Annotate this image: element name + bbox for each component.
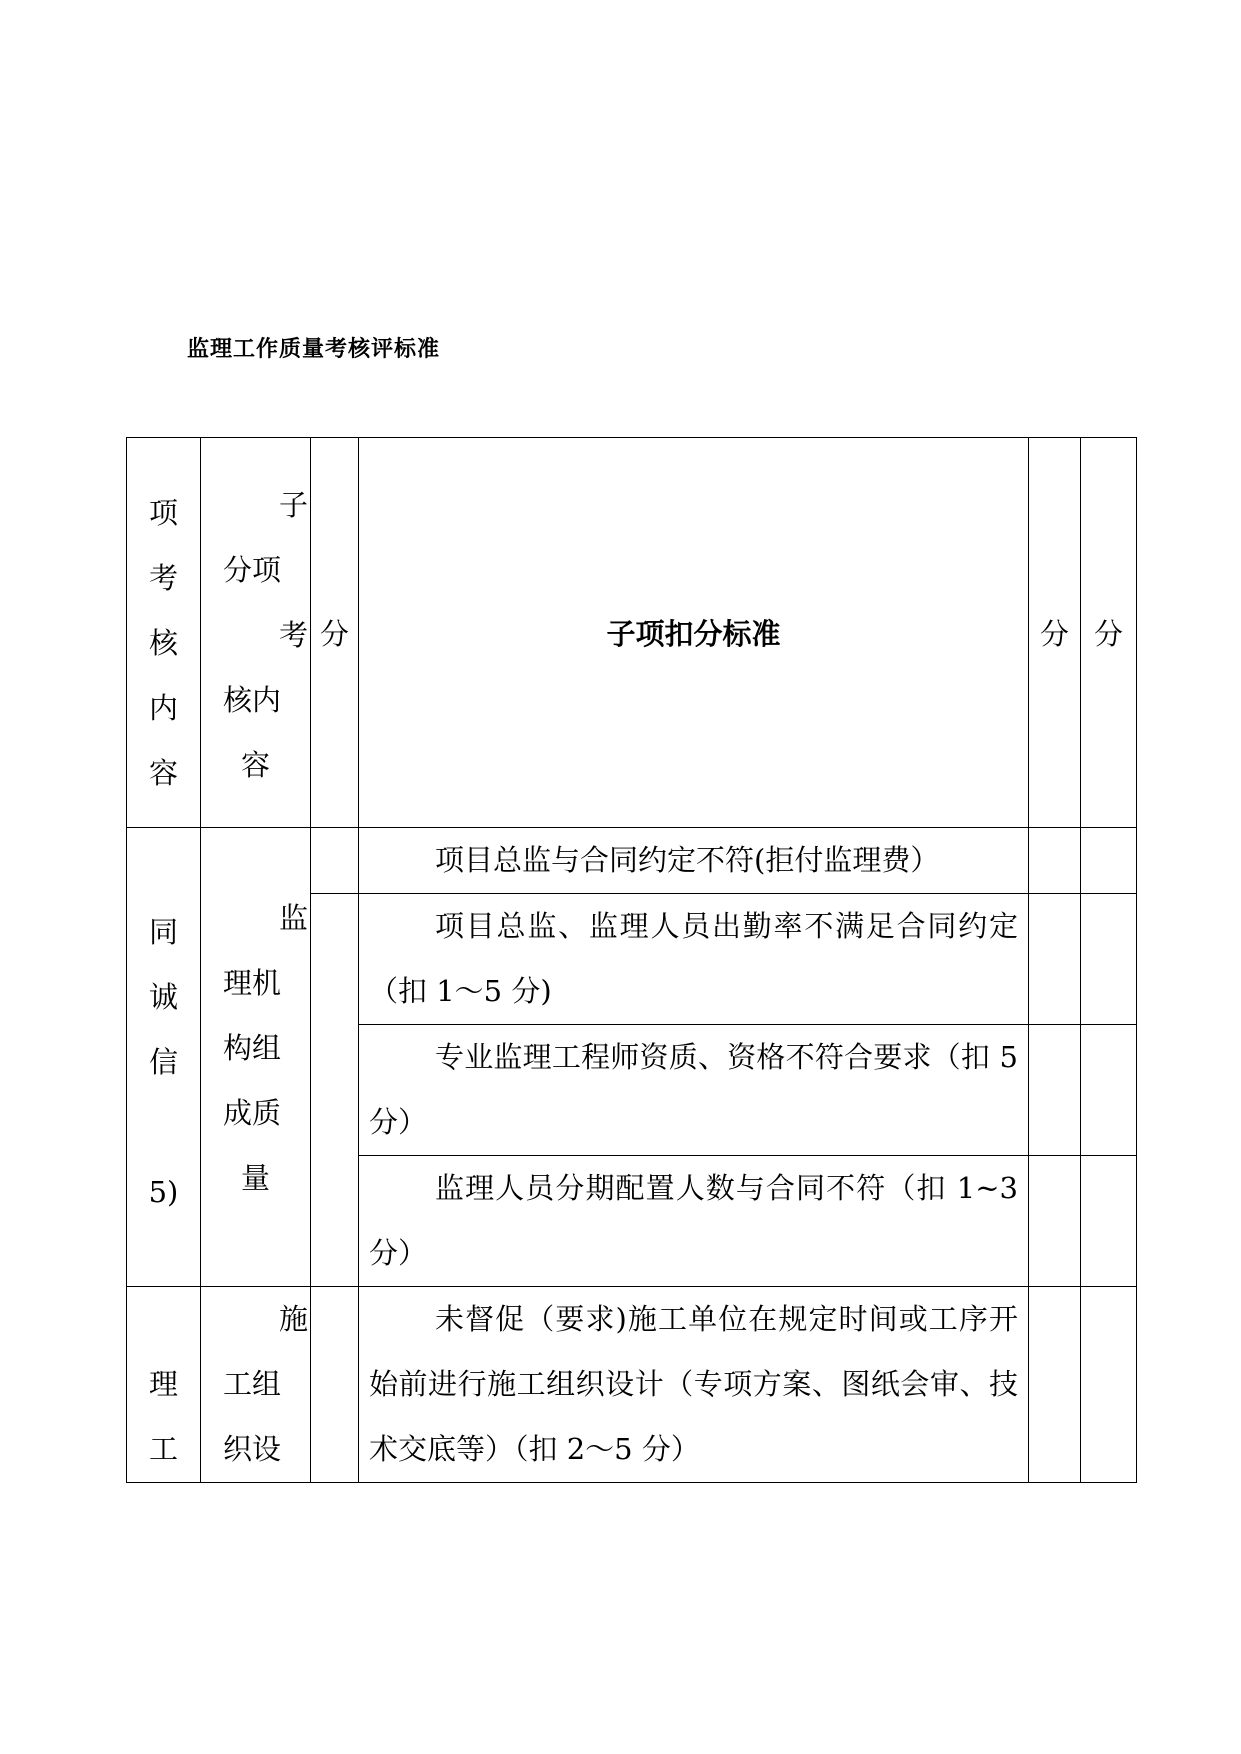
rule-text: 项目总监、监理人员出勤率不满足合同约定（扣 1～5 分) xyxy=(359,894,1029,1025)
score-cell xyxy=(1029,1025,1081,1156)
header-score: 分 xyxy=(311,438,359,828)
header-category: 项 考 核 内 容 xyxy=(127,438,201,828)
rule-text: 未督促（要求)施工单位在规定时间或工序开始前进行施工组织设计（专项方案、图纸会审、技术交底等）（扣 2～5 分） xyxy=(359,1287,1029,1483)
score-cell xyxy=(1029,828,1081,894)
score-cell xyxy=(1029,1156,1081,1287)
header-subitem: 子 分项 考 核内 容 xyxy=(201,438,311,828)
header-score-2: 分 xyxy=(1029,438,1081,828)
header-deduction-standard: 子项扣分标准 xyxy=(359,438,1029,828)
score-cell xyxy=(1081,1025,1137,1156)
subitem-cell: 施 工组 织设 xyxy=(201,1287,311,1483)
rule-text: 监理人员分期配置人数与合同不符（扣 1~3 分） xyxy=(359,1156,1029,1287)
score-cell xyxy=(311,1287,359,1483)
score-cell xyxy=(1081,828,1137,894)
table-row xyxy=(127,828,1137,894)
subitem-cell: 监 理机 构组 成质 量 xyxy=(201,828,311,1287)
table-row xyxy=(127,1287,1137,1483)
score-cell xyxy=(1081,1287,1137,1483)
header-row xyxy=(127,438,1137,828)
category-cell: 理 工 xyxy=(127,1287,201,1483)
score-cell xyxy=(1029,894,1081,1025)
score-cell xyxy=(1081,894,1137,1025)
score-cell xyxy=(1029,1287,1081,1483)
category-cell: 同 诚 信 5) xyxy=(127,828,201,1287)
score-cell xyxy=(1081,1156,1137,1287)
assessment-table xyxy=(126,437,1137,1483)
rule-text: 项目总监与合同约定不符(拒付监理费） xyxy=(359,828,1029,894)
score-cell xyxy=(311,894,359,1287)
score-cell xyxy=(311,828,359,894)
rule-text: 专业监理工程师资质、资格不符合要求（扣 5 分） xyxy=(359,1025,1029,1156)
document-title: 监理工作质量考核评标准 xyxy=(187,337,441,362)
header-score-3: 分 xyxy=(1081,438,1137,828)
